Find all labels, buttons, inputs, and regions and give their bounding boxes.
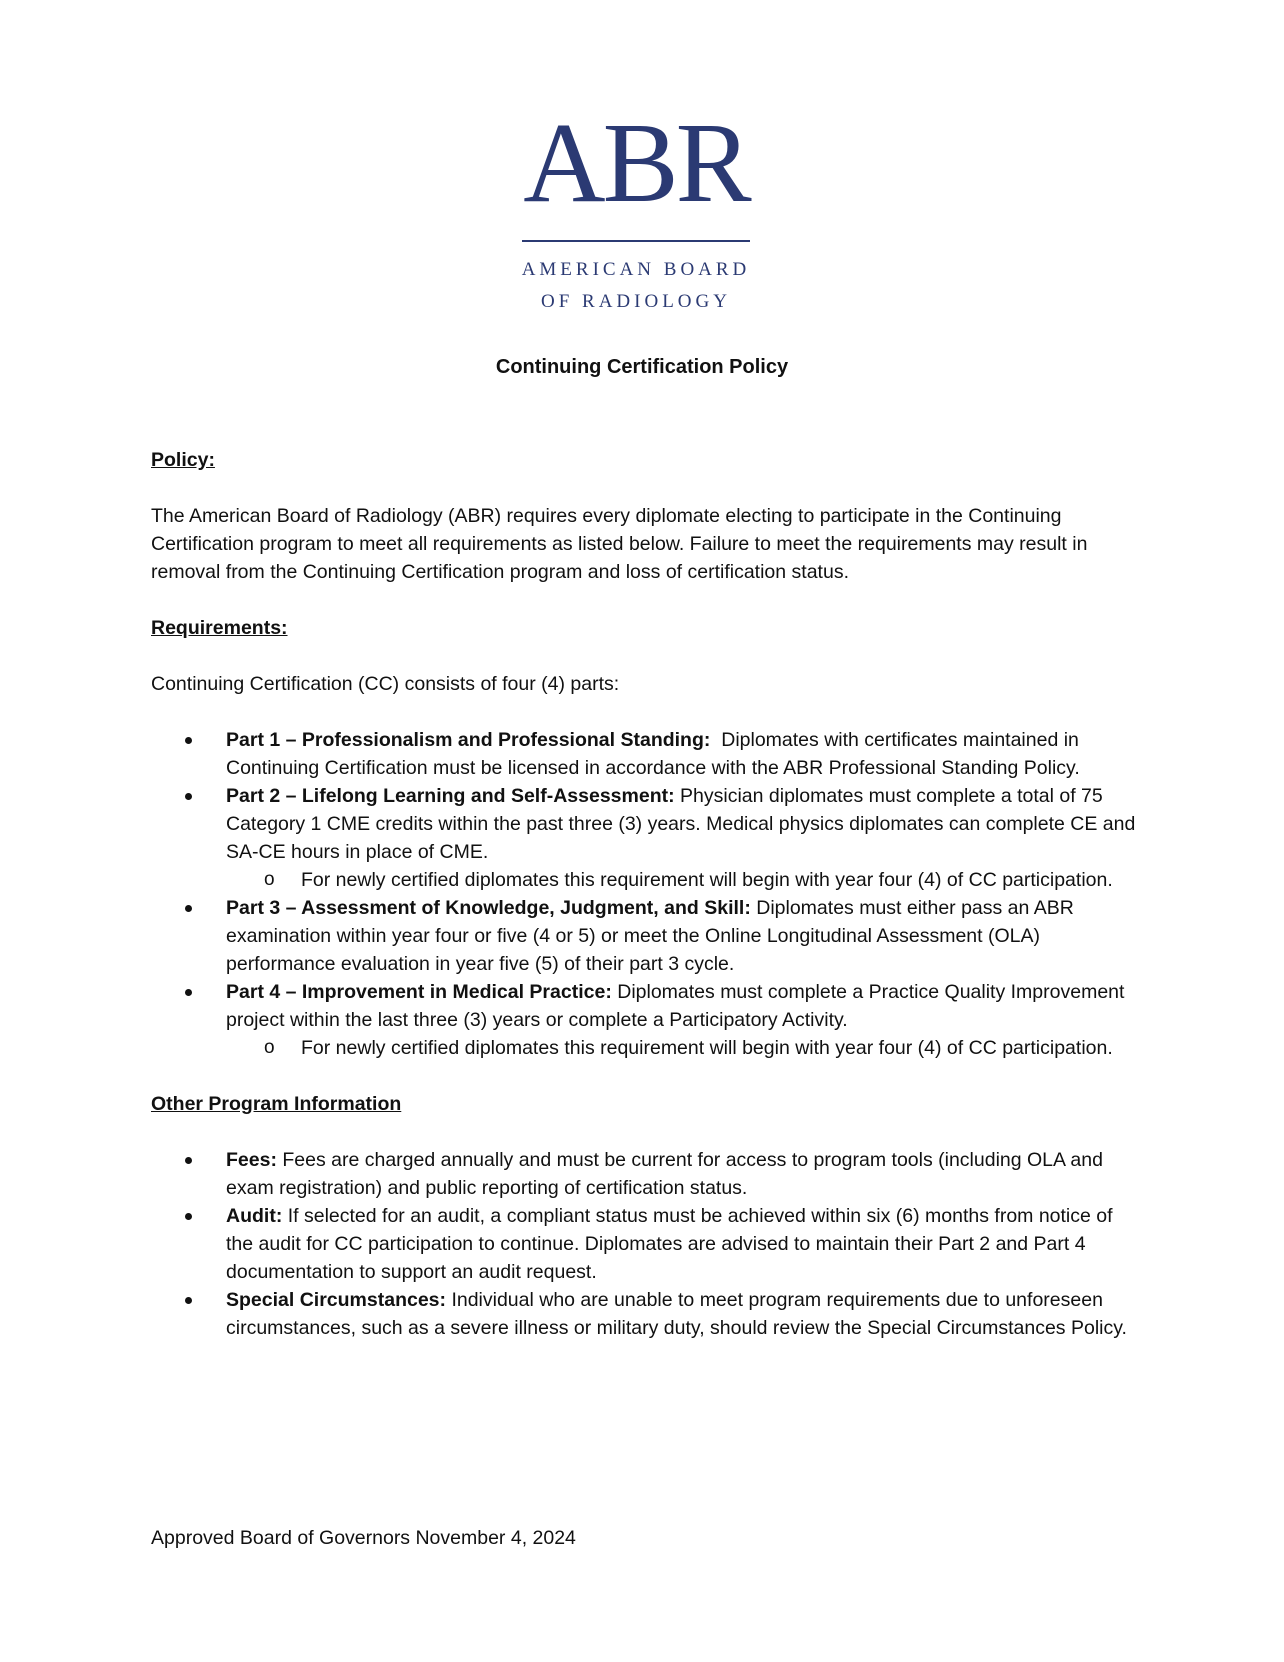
logo-mark: ABR: [523, 99, 749, 226]
item-text: Diplomates must either pass an ABR examination within year four or five (4 or 5) or meet the Online Longitudinal Assessment (OLA) performance evaluation in year five (5) of their part 3 cycle.: [226, 897, 1074, 975]
item-label: Part 1 – Professionalism and Professional Standing:: [226, 729, 711, 751]
bullet-icon: [185, 989, 192, 996]
item-text: Individual who are unable to meet program requirements due to unforeseen circumstances, such as a severe illness or military duty, should review the Special Circumstances Policy.: [226, 1289, 1127, 1339]
sub-item-text: For newly certified diplomates this requirement will begin with year four (4) of CC participation.: [301, 1037, 1113, 1059]
item-label: Part 4 – Improvement in Medical Practice:: [226, 981, 612, 1003]
other-info-list: [151, 1146, 1141, 1342]
bullet-icon: [185, 737, 192, 744]
logo-line-1: AMERICAN BOARD: [521, 259, 751, 280]
item-text: Diplomates with certificates maintained in Continuing Certification must be licensed in accordance with the ABR Professional Standing Policy.: [226, 729, 1080, 779]
bullet-icon: [185, 1157, 192, 1164]
bullet-icon: [185, 1297, 192, 1304]
sub-item-text: For newly certified diplomates this requirement will begin with year four (4) of CC participation.: [301, 869, 1113, 891]
document-body: [151, 446, 1141, 1342]
requirements-list: [151, 726, 1141, 1062]
approval-footer: Approved Board of Governors November 4, 2024: [151, 1527, 576, 1549]
sub-list: [226, 1034, 1141, 1062]
requirements-heading: Requirements:: [151, 617, 288, 639]
item-label: Part 3 – Assessment of Knowledge, Judgment, and Skill:: [226, 897, 751, 919]
item-text: Diplomates must complete a Practice Quality Improvement project within the last three (3) years or complete a Participatory Activity.: [226, 981, 1125, 1031]
item-text: If selected for an audit, a compliant status must be achieved within six (6) months from notice of the audit for CC participation to continue. Diplomates are advised to maintain their Part 2 and Part 4 documentation to support an audit request.: [226, 1205, 1113, 1283]
item-text: Fees are charged annually and must be current for access to program tools (including OLA and exam registration) and public reporting of certification status.: [226, 1149, 1103, 1199]
item-label: Special Circumstances:: [226, 1289, 447, 1311]
other-info-heading: Other Program Information: [151, 1093, 402, 1115]
sub-list: [226, 866, 1141, 894]
list-item: [151, 726, 1141, 782]
item-label: Fees:: [226, 1149, 277, 1171]
item-label: Part 2 – Lifelong Learning and Self-Assessment:: [226, 785, 675, 807]
requirements-intro: Continuing Certification (CC) consists of four (4) parts:: [151, 673, 620, 695]
list-item: [151, 782, 1141, 894]
sub-list-item: [226, 866, 1141, 894]
policy-heading: Policy:: [151, 449, 215, 471]
circle-bullet-icon: o: [264, 869, 275, 890]
list-item: [151, 894, 1141, 978]
list-item: [151, 1146, 1141, 1202]
circle-bullet-icon: o: [264, 1037, 275, 1058]
logo-divider: [522, 240, 750, 242]
sub-list-item: [226, 1034, 1141, 1062]
item-label: Audit:: [226, 1205, 283, 1227]
list-item: [151, 978, 1141, 1062]
list-item: [151, 1202, 1141, 1286]
bullet-icon: [185, 1213, 192, 1220]
logo-line-2: OF RADIOLOGY: [541, 291, 731, 312]
list-item: [151, 1286, 1141, 1342]
policy-text: The American Board of Radiology (ABR) requires every diplomate electing to participate in the Continuing Certification program to meet all requirements as listed below. Failure to meet the requirements may result in removal from the Continuing Certification program and loss of certification status.: [151, 505, 1088, 583]
bullet-icon: [185, 905, 192, 912]
item-text: Physician diplomates must complete a total of 75 Category 1 CME credits within the past three (3) years. Medical physics diplomates can complete CE and SA-CE hours in place of CME.: [226, 785, 1136, 863]
page-title: Continuing Certification Policy: [495, 356, 789, 378]
abr-logo: [516, 99, 756, 320]
bullet-icon: [185, 793, 192, 800]
